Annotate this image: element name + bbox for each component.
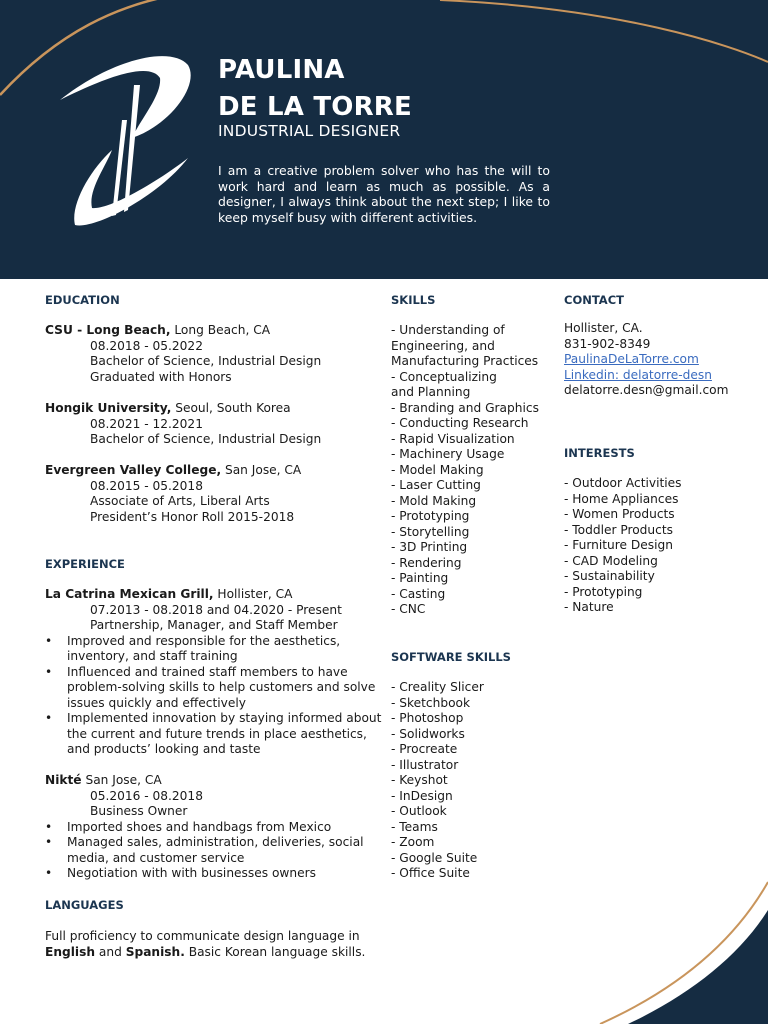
school-name: Hongik University,	[45, 401, 172, 415]
website-link[interactable]: PaulinaDeLaTorre.com	[564, 352, 699, 366]
software-item: - Solidworks	[391, 726, 465, 741]
interests-heading: INTERESTS	[564, 446, 635, 460]
skill-item: - Branding and Graphics	[391, 400, 539, 415]
company-name: Nikté	[45, 773, 82, 787]
name-heading	[218, 52, 412, 126]
skill-item: - Understanding of	[391, 323, 505, 337]
bullet-text: Managed sales, administration, deliveries, social media, and customer service	[67, 835, 364, 865]
education-degree: Bachelor of Science, Industrial Design	[90, 432, 322, 446]
education-degree: Bachelor of Science, Industrial Design	[90, 354, 322, 368]
school-name: CSU - Long Beach,	[45, 323, 171, 337]
interest-item: - Home Appliances	[564, 491, 679, 506]
contact-email: delatorre.desn@gmail.com	[564, 383, 729, 397]
languages-heading: LANGUAGES	[45, 898, 124, 912]
bullet-marker: •	[45, 633, 53, 648]
interest-item: - Sustainability	[564, 569, 655, 583]
language-spanish: Spanish.	[125, 944, 185, 959]
software-skills-heading: SOFTWARE SKILLS	[391, 650, 511, 664]
languages-korean: Basic Korean language skills.	[184, 944, 366, 959]
skill-item: - Storytelling	[391, 524, 470, 539]
pd-monogram-logo	[50, 40, 200, 240]
header-banner	[0, 0, 768, 279]
skill-item: Engineering, and	[391, 338, 495, 353]
software-item: - InDesign	[391, 788, 453, 803]
experience-bullet	[45, 665, 385, 712]
contact-city: Hollister, CA.	[564, 321, 643, 335]
skills-list	[391, 323, 556, 618]
skill-item: and Planning	[391, 385, 471, 399]
skill-item: - Rapid Visualization	[391, 431, 515, 446]
interests-list	[564, 476, 759, 616]
education-dates: 08.2021 - 12.2021	[90, 416, 203, 431]
skill-item: - Painting	[391, 571, 449, 585]
experience-role: Business Owner	[90, 804, 188, 818]
education-honor: Graduated with Honors	[90, 369, 232, 384]
skill-item: - 3D Printing	[391, 540, 468, 554]
company-name: La Catrina Mexican Grill,	[45, 587, 214, 601]
software-item: - Sketchbook	[391, 695, 471, 710]
bullet-text: Implemented innovation by staying informed about the current and future trends in place aesthetics, and products’ looking and taste	[67, 711, 382, 756]
interest-item: - Toddler Products	[564, 522, 673, 537]
experience-dates: 05.2016 - 08.2018	[90, 788, 203, 803]
skill-item: - Prototyping	[391, 509, 470, 523]
software-item: - Illustrator	[391, 757, 459, 772]
software-item: - Teams	[391, 819, 438, 834]
contact-block	[564, 321, 759, 399]
bullet-marker: •	[45, 711, 53, 725]
bullet-marker: •	[45, 664, 53, 679]
skill-item: - Casting	[391, 586, 446, 601]
software-item: - Office Suite	[391, 866, 470, 880]
education-dates: 08.2015 - 05.2018	[90, 478, 203, 493]
linkedin-link[interactable]: Linkedin: delatorre-desn	[564, 367, 712, 382]
skill-item: - Conducting Research	[391, 416, 529, 430]
experience-bullet	[45, 634, 385, 665]
interest-item: - CAD Modeling	[564, 553, 658, 568]
interest-item: - Prototyping	[564, 584, 643, 599]
contact-phone: 831-902-8349	[564, 336, 651, 351]
bullet-marker: •	[45, 835, 53, 849]
experience-heading: EXPERIENCE	[45, 557, 125, 571]
education-degree: Associate of Arts, Liberal Arts	[90, 494, 270, 508]
interest-item: - Women Products	[564, 507, 675, 521]
skill-item: - Machinery Usage	[391, 447, 505, 461]
skill-item: Manufacturing Practices	[391, 354, 539, 368]
contact-heading: CONTACT	[564, 293, 624, 307]
experience-bullet	[45, 820, 385, 836]
software-item: - Keyshot	[391, 773, 448, 787]
bullet-marker: •	[45, 866, 53, 880]
language-english: English	[45, 944, 96, 959]
bullet-text: Negotiation with with businesses owners	[67, 866, 316, 880]
skill-item: - Laser Cutting	[391, 478, 481, 492]
education-heading: EDUCATION	[45, 293, 120, 307]
experience-role: Partnership, Manager, and Staff Member	[90, 618, 338, 632]
education-entry-evergreen	[45, 463, 385, 525]
bullet-text: Imported shoes and handbags from Mexico	[67, 819, 332, 834]
school-location: Long Beach, CA	[170, 323, 271, 337]
bullet-marker: •	[45, 819, 53, 834]
software-item: - Photoshop	[391, 711, 464, 725]
software-item: - Outlook	[391, 804, 447, 818]
interest-item: - Nature	[564, 600, 614, 614]
bottom-corner-decoration	[0, 860, 768, 1024]
company-location: Hollister, CA	[213, 587, 293, 601]
job-title: INDUSTRIAL DESIGNER	[218, 122, 401, 140]
education-honor: President’s Honor Roll 2015-2018	[90, 509, 295, 524]
skill-item: - CNC	[391, 602, 426, 616]
name-last: DE LA TORRE	[218, 92, 412, 122]
bullet-text: Influenced and trained staff members to have problem-solving skills to help customers and solve issues quickly and effectively	[67, 664, 376, 710]
software-item: - Creality Slicer	[391, 680, 484, 694]
interest-item: - Furniture Design	[564, 538, 673, 552]
name-first: PAULINA	[218, 55, 345, 85]
experience-entry-la-catrina	[45, 587, 385, 758]
languages-line: Full proficiency to communicate design language in	[45, 929, 360, 943]
software-skills-list	[391, 680, 556, 882]
education-dates: 08.2018 - 05.2022	[90, 338, 203, 353]
education-entry-hongik	[45, 401, 385, 448]
education-entry-csu	[45, 323, 385, 385]
school-location: Seoul, South Korea	[171, 401, 291, 415]
bullet-text: Improved and responsible for the aesthetics, inventory, and staff training	[67, 633, 341, 663]
experience-dates: 07.2013 - 08.2018 and 04.2020 - Present	[90, 602, 342, 617]
interest-item: - Outdoor Activities	[564, 476, 682, 490]
skill-item: - Conceptualizing	[391, 369, 497, 384]
skills-heading: SKILLS	[391, 293, 436, 307]
experience-bullet	[45, 711, 385, 758]
intro-paragraph: I am a creative problem solver who has the will to work hard and learn as much as possible. As a designer, I always think about the next step; I like to keep myself busy with different activities.	[218, 163, 550, 225]
skill-item: - Rendering	[391, 555, 462, 570]
company-location: San Jose, CA	[81, 773, 162, 787]
school-name: Evergreen Valley College,	[45, 463, 222, 477]
software-item: - Google Suite	[391, 850, 478, 865]
software-item: - Zoom	[391, 835, 435, 849]
software-item: - Procreate	[391, 742, 458, 756]
skill-item: - Model Making	[391, 462, 484, 477]
school-location: San Jose, CA	[221, 463, 302, 477]
skill-item: - Mold Making	[391, 493, 477, 508]
languages-connector: and	[95, 944, 126, 959]
